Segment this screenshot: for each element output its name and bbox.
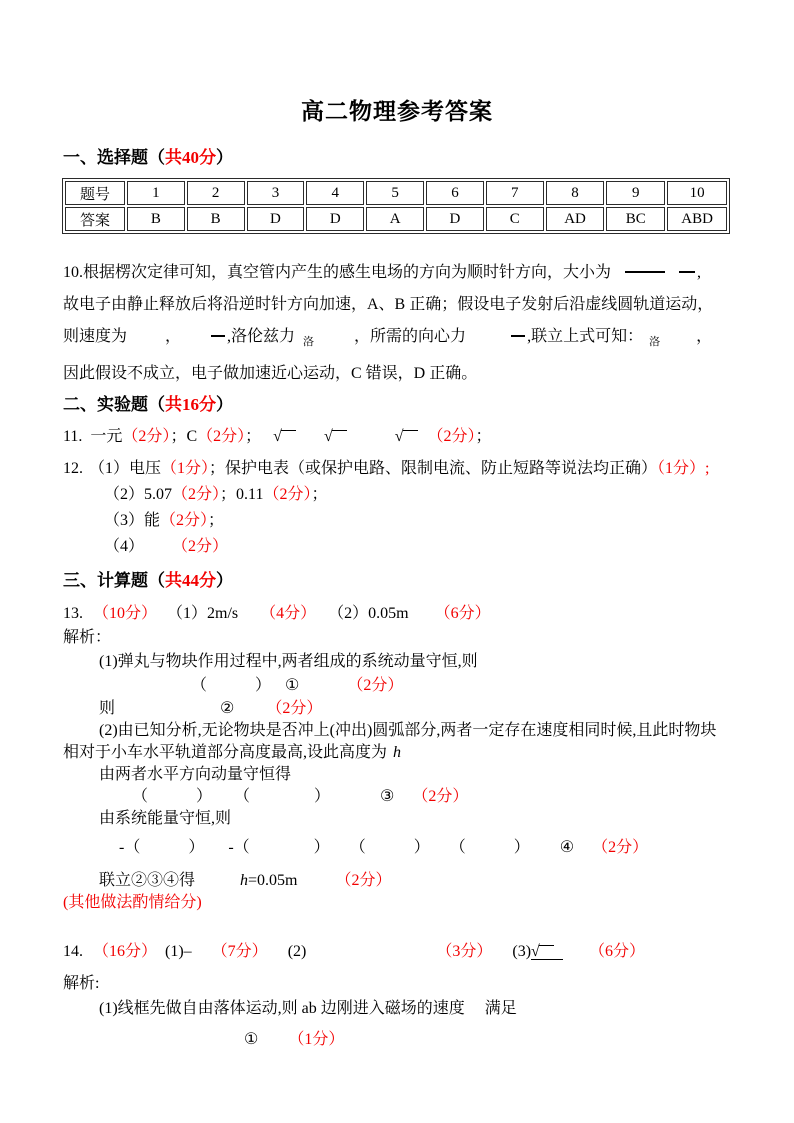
score-badge: （6分） [434,605,491,622]
answer-cell: D [306,207,364,231]
q14-part1-answer: (1)– [165,943,192,960]
q13-jiexi-label [63,626,731,649]
q13-text: 联立②③④得 [99,872,196,889]
section3-label-post: ） [216,571,233,590]
q11-number: 11. [63,428,83,445]
score-badge: （2分） [335,872,392,889]
grading-note-text: (其他做法酌情给分) [63,894,202,911]
q13-step4 [63,808,731,830]
question-number: 9 [606,181,665,205]
subscript-luo: 洛 [303,336,315,348]
q11-text: C [186,428,198,445]
answer-table-number-row [65,181,727,205]
radical-vinculum [403,430,418,431]
score-badge: （3分） [436,943,493,960]
section3-score: 共44分 [165,571,216,590]
variable-h: h [240,872,249,889]
score-badge: （2分） [180,538,229,555]
radical-sign: √ [323,428,333,445]
answer-cell: C [486,207,544,231]
q13-text: 则 [99,700,116,717]
score-badge: （2分） [263,486,312,503]
variable-h: h [393,744,402,761]
question-number: 5 [366,181,424,205]
q13-text: 由系统能量守恒,则 [99,810,232,827]
answer-cell: AD [546,207,605,231]
q12-line1 [63,456,731,482]
q14-header [63,938,731,966]
score-badge: （1分） [161,460,210,477]
q13-text: (2)由已知分析,无论物块是否冲上(冲出)圆弧部分,两者一定存在速度相同时候,且此时物块 [99,722,717,739]
equation-number-2: ② [220,700,235,717]
question-number: 3 [247,181,305,205]
q13-step3 [63,764,731,786]
q14-text: (1)线框先做自由落体运动,则 ab 边刚进入磁场的速度 [99,1000,465,1017]
q10-line1 [63,257,731,289]
q12-line2 [63,482,731,508]
q10-line2 [63,289,731,321]
analysis-label: 解析: [63,975,100,992]
equation-blank: （ ） [242,788,331,805]
q10-explanation [63,257,731,390]
q12-text: （4） [104,538,145,555]
q13-equation1 [63,674,731,697]
q14-part3-answer: (3) [512,943,532,960]
equation-number-1: ① [244,1031,259,1048]
answer-cell: B [127,207,185,231]
question-number: 1 [127,181,185,205]
sqrt-symbol [273,423,296,451]
sqrt-symbol [324,423,347,451]
analysis-label: 解析： [63,629,112,646]
score-badge: （2分） [160,512,209,529]
q14-block [63,938,731,1051]
q11-text: ； [170,428,187,445]
equation-blank: -（ ） [119,839,205,856]
question-number: 2 [187,181,245,205]
section1-label-post: ） [216,148,233,167]
section2-label-post: ） [216,395,233,414]
q14-number: 14. [63,943,83,960]
q13-equation3 [63,786,731,808]
equation-blank: （ ） [457,839,530,856]
question-number: 6 [426,181,484,205]
q12-text: （3）能 [104,512,161,529]
score-badge: （2分） [412,788,469,805]
q14-text: 满足 [484,1000,517,1017]
equation-blank: （ ） [357,839,430,856]
q14-step1 [63,997,731,1020]
score-badge: （16分） [93,943,158,960]
radical-sign: √ [531,942,540,960]
radical-vinculum [281,430,296,431]
equation-blank: （ ） [132,788,213,805]
q10-line3 [63,321,731,358]
fraction-bar-remnant [625,271,665,273]
q12-number: 12. [63,460,83,477]
section2-label: 二、实验题（ [63,395,165,414]
q13-header [63,602,731,625]
score-badge: （1分） [288,1031,345,1048]
answer-cell: ABD [667,207,727,231]
score-badge: （1分）; [657,460,710,477]
q10-text: , [697,264,702,281]
equation-number-3: ③ [380,788,395,805]
q12-text: ； [311,486,328,503]
q12-line3 [63,508,731,534]
section-heading-choice [63,147,731,169]
q13-step1 [63,650,731,673]
q12-text: （1）电压 [89,460,162,477]
q11-text: ； [245,428,262,445]
q13-grading-note [63,892,731,914]
score-badge: （4分） [260,605,317,622]
answer-cell: BC [606,207,665,231]
q13-equation4 [63,836,731,859]
answer-cell: D [426,207,484,231]
sqrt-symbol [395,423,418,451]
answer-cell: B [187,207,245,231]
row-label-number: 题号 [65,181,125,205]
q11-text: ； [475,428,492,445]
answer-cell: D [247,207,305,231]
q10-text: ， [165,328,182,345]
equation-blank: （ ） [191,677,272,694]
q12-text: ；保护电表（或保护电路、限制电流、防止短路等说法均正确） [209,460,658,477]
score-badge: （2分） [197,428,246,445]
question-number: 10 [667,181,727,205]
q13-text: (1)弹丸与物块作用过程中,两者组成的系统动量守恒,则 [99,653,478,670]
row-label-answer: 答案 [65,207,125,231]
q13-text: 由两者水平方向动量守恒得 [99,766,292,783]
score-badge: （2分） [172,486,221,503]
q13-block [63,602,731,914]
q10-line4 [63,358,731,390]
question-number: 8 [546,181,605,205]
q14-jiexi-label [63,972,731,995]
q13-text: 相对于小车水平轨道部分高度最高,设此高度为 [63,744,388,761]
sqrt-symbol [531,942,554,960]
q11-text: 一元 [90,428,123,445]
q10-text: ,洛伦兹力 [227,328,296,345]
score-badge: （10分） [93,605,158,622]
q12-text: （2）5.07 [104,486,173,503]
q12-text: ； [208,512,225,529]
answer-table-answer-row [65,207,727,231]
answer-table [62,178,730,234]
q14-part2-answer: (2) [287,943,307,960]
equation-number-1: ① [285,677,300,694]
q13-equation2 [63,697,731,720]
question-number: 4 [306,181,364,205]
score-badge: （7分） [211,943,268,960]
score-badge: （2分） [592,839,649,856]
q13-step2 [63,720,731,764]
sqrt-fraction-remnant [531,942,563,960]
q13-number: 13. [63,605,83,622]
page-title: 高二物理参考答案 [301,99,493,124]
score-badge: （2分） [122,428,171,445]
radical-vinculum [539,945,554,946]
fraction-bar-remnant [679,271,695,273]
q10-text: ,联立上式可知： [527,328,644,345]
equation-number-4: ④ [559,839,575,856]
q10-text: 10.根据楞次定律可知，真空管内产生的感生电场的方向为顺时针方向，大小为 [63,264,612,281]
q10-text: ，所需的向心力 [354,328,467,345]
q10-text: 故电子由静止释放后将沿逆时针方向加速，A、B 正确；假设电子发射后沿虚线圆轨道运动， [63,296,714,313]
section1-score: 共40分 [165,148,216,167]
q10-text: 因此假设不成立，电子做加速近心运动，C 错误，D 正确。 [63,365,478,382]
equation-blank: -（ ） [228,839,330,856]
q10-text: ， [696,328,713,345]
q12-answer-block [63,456,731,560]
radical-vinculum [332,430,347,431]
q13-result: =0.05m [248,872,298,889]
score-badge: （2分） [427,428,476,445]
score-badge: （2分） [266,700,323,717]
fraction-bar-remnant [511,335,525,337]
q10-text: 则速度为 [63,328,128,345]
question-number: 7 [486,181,544,205]
q13-part1-answer: （1）2m/s [175,605,239,622]
fraction-bar-remnant [211,335,225,337]
score-badge: （2分） [347,677,404,694]
q12-line4 [63,534,731,560]
score-badge: （6分） [589,943,646,960]
answer-cell: A [366,207,424,231]
q13-conclusion [63,869,731,892]
section3-label: 三、计算题（ [63,571,165,590]
section1-label: 一、选择题（ [63,148,165,167]
section-heading-experiment [63,394,731,416]
q12-text: ；0.11 [220,486,264,503]
q13-part2-answer: （2）0.05m [336,605,409,622]
subscript-luo: 洛 [649,336,661,348]
radical-sign: √ [394,428,404,445]
section2-score: 共16分 [165,395,216,414]
section-heading-calculation [63,570,731,592]
q11-answer-line [63,423,731,451]
q14-equation1 [63,1028,731,1051]
radical-sign: √ [273,428,282,445]
